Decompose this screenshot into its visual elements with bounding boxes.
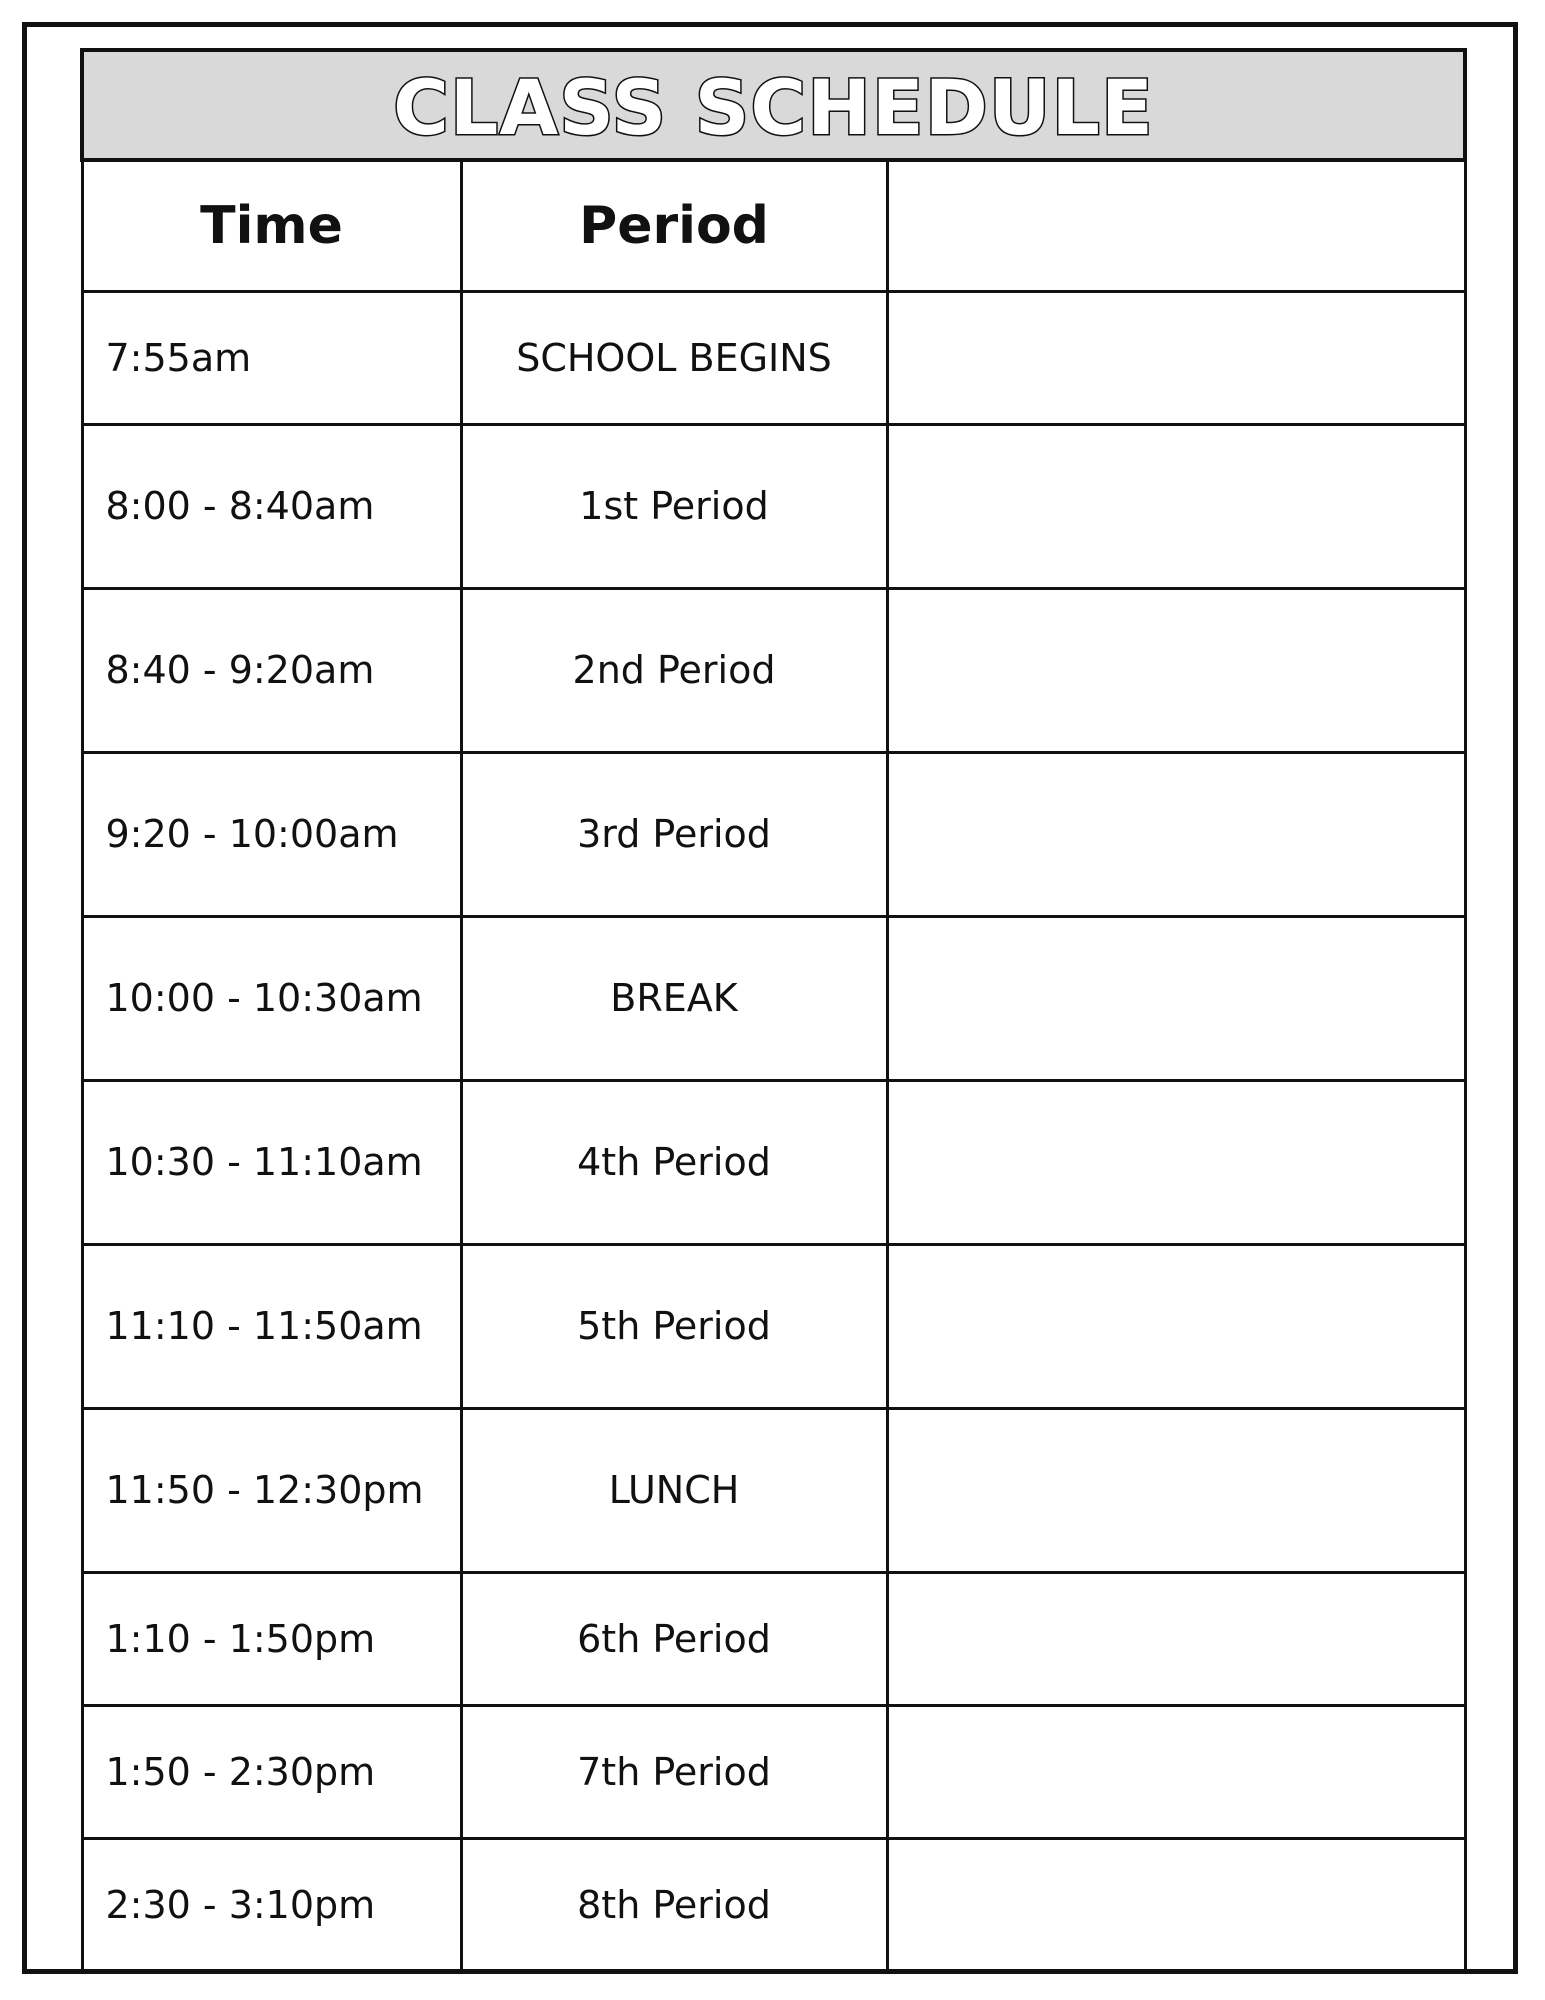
title-row xyxy=(82,50,1465,160)
time-cell: 11:10 - 11:50am xyxy=(82,1244,461,1408)
time-cell: 8:40 - 9:20am xyxy=(82,588,461,752)
period-cell: 3rd Period xyxy=(461,752,887,916)
time-cell: 9:20 - 10:00am xyxy=(82,752,461,916)
period-cell: 7th Period xyxy=(461,1705,887,1838)
period-cell: BREAK xyxy=(461,916,887,1080)
table-row xyxy=(82,1572,1465,1705)
table-row xyxy=(82,1838,1465,1971)
page-title: CLASS SCHEDULE xyxy=(393,63,1154,152)
period-cell: SCHOOL BEGINS xyxy=(461,291,887,424)
notes-cell[interactable] xyxy=(887,916,1465,1080)
time-cell: 1:50 - 2:30pm xyxy=(82,1705,461,1838)
table-row xyxy=(82,588,1465,752)
period-cell: 8th Period xyxy=(461,1838,887,1971)
period-cell: 5th Period xyxy=(461,1244,887,1408)
period-cell: LUNCH xyxy=(461,1408,887,1572)
table-row xyxy=(82,1080,1465,1244)
header-row xyxy=(82,160,1465,291)
header-notes xyxy=(887,160,1465,291)
table-row xyxy=(82,424,1465,588)
period-cell: 6th Period xyxy=(461,1572,887,1705)
title-cell xyxy=(82,50,1465,160)
class-schedule-table xyxy=(80,48,1467,1973)
period-cell: 2nd Period xyxy=(461,588,887,752)
time-cell: 10:00 - 10:30am xyxy=(82,916,461,1080)
table-row xyxy=(82,1408,1465,1572)
notes-cell[interactable] xyxy=(887,588,1465,752)
table-row xyxy=(82,752,1465,916)
table-row xyxy=(82,1705,1465,1838)
notes-cell[interactable] xyxy=(887,1705,1465,1838)
time-cell: 1:10 - 1:50pm xyxy=(82,1572,461,1705)
period-cell: 1st Period xyxy=(461,424,887,588)
notes-cell[interactable] xyxy=(887,291,1465,424)
notes-cell[interactable] xyxy=(887,424,1465,588)
notes-cell[interactable] xyxy=(887,1408,1465,1572)
header-time: Time xyxy=(82,160,461,291)
time-cell: 8:00 - 8:40am xyxy=(82,424,461,588)
header-period: Period xyxy=(461,160,887,291)
time-cell: 7:55am xyxy=(82,291,461,424)
time-cell: 2:30 - 3:10pm xyxy=(82,1838,461,1971)
notes-cell[interactable] xyxy=(887,752,1465,916)
period-cell: 4th Period xyxy=(461,1080,887,1244)
time-cell: 10:30 - 11:10am xyxy=(82,1080,461,1244)
notes-cell[interactable] xyxy=(887,1244,1465,1408)
time-cell: 11:50 - 12:30pm xyxy=(82,1408,461,1572)
notes-cell[interactable] xyxy=(887,1080,1465,1244)
notes-cell[interactable] xyxy=(887,1572,1465,1705)
notes-cell[interactable] xyxy=(887,1838,1465,1971)
table-row xyxy=(82,291,1465,424)
table-row xyxy=(82,916,1465,1080)
table-row xyxy=(82,1244,1465,1408)
